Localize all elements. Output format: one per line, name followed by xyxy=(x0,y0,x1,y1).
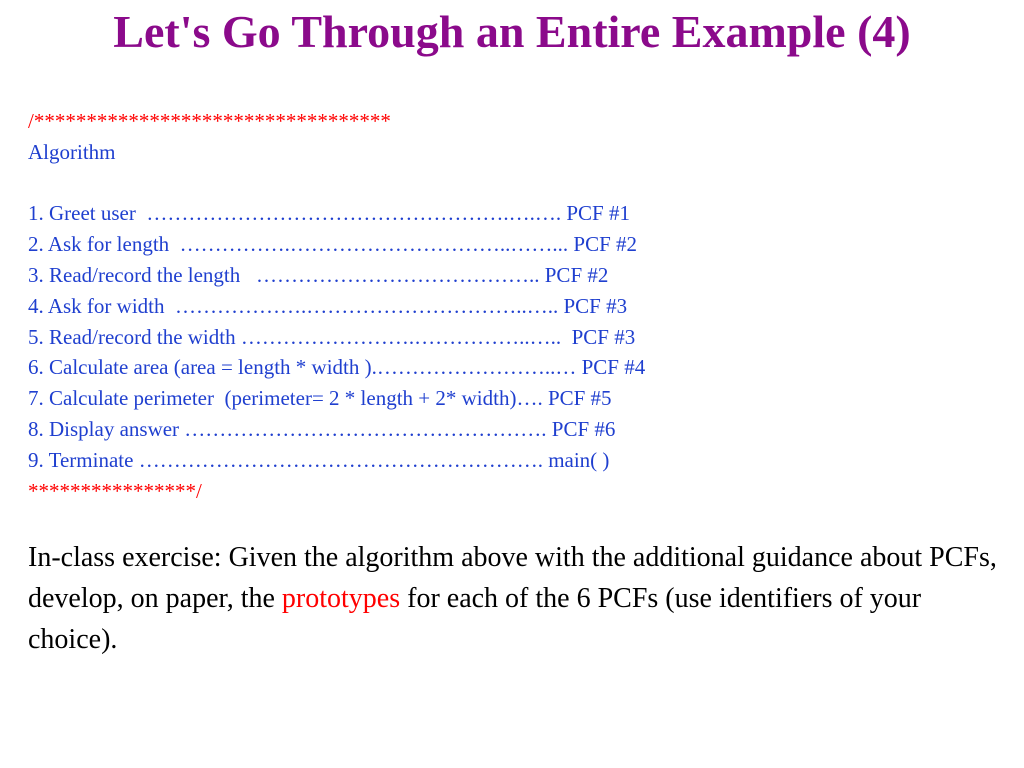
algorithm-step: 2. Ask for length …………….…………………………..……... PCF #2 xyxy=(28,232,638,257)
algorithm-step: 7. Calculate perimeter (perimeter= 2 * length + 2* width)…. PCF #5 xyxy=(28,386,612,411)
blank-line xyxy=(28,168,988,199)
exercise-text-after: for each of the 6 PCFs (use identifiers of your choice). xyxy=(28,583,922,655)
algorithm-step: 1. Greet user …………………………………………….….…. PCF #1 xyxy=(28,201,630,226)
exercise-highlight: prototypes xyxy=(281,583,401,614)
slide-title: Let's Go Through an Entire Example (4) xyxy=(113,6,911,57)
algorithm-step: 6. Calculate area (area = length * width ).……………………..… PCF #4 xyxy=(28,355,646,380)
algorithm-step: 4. Ask for width ……………….…………………………..….. PCF #3 xyxy=(28,293,628,318)
algorithm-step: 3. Read/record the length ………………………………….. PCF #2 xyxy=(28,262,609,287)
algorithm-heading: Algorithm xyxy=(28,139,116,164)
exercise-text xyxy=(28,537,1008,660)
algorithm-step: 5. Read/record the width …………………….……………..….. PCF #3 xyxy=(28,324,636,349)
algorithm-step: 8. Display answer ……………………………………………. PCF #6 xyxy=(28,416,616,441)
algorithm-comment-block xyxy=(28,106,988,506)
comment-open: /********************************** xyxy=(28,109,391,133)
exercise-text-before: In-class exercise: Given the algorithm above with the additional guidance about PCFs, develop, on paper, the xyxy=(28,542,997,614)
algorithm-step: 9. Terminate …………………………………………………. main( ) xyxy=(28,447,610,472)
comment-close: ****************/ xyxy=(28,478,202,503)
